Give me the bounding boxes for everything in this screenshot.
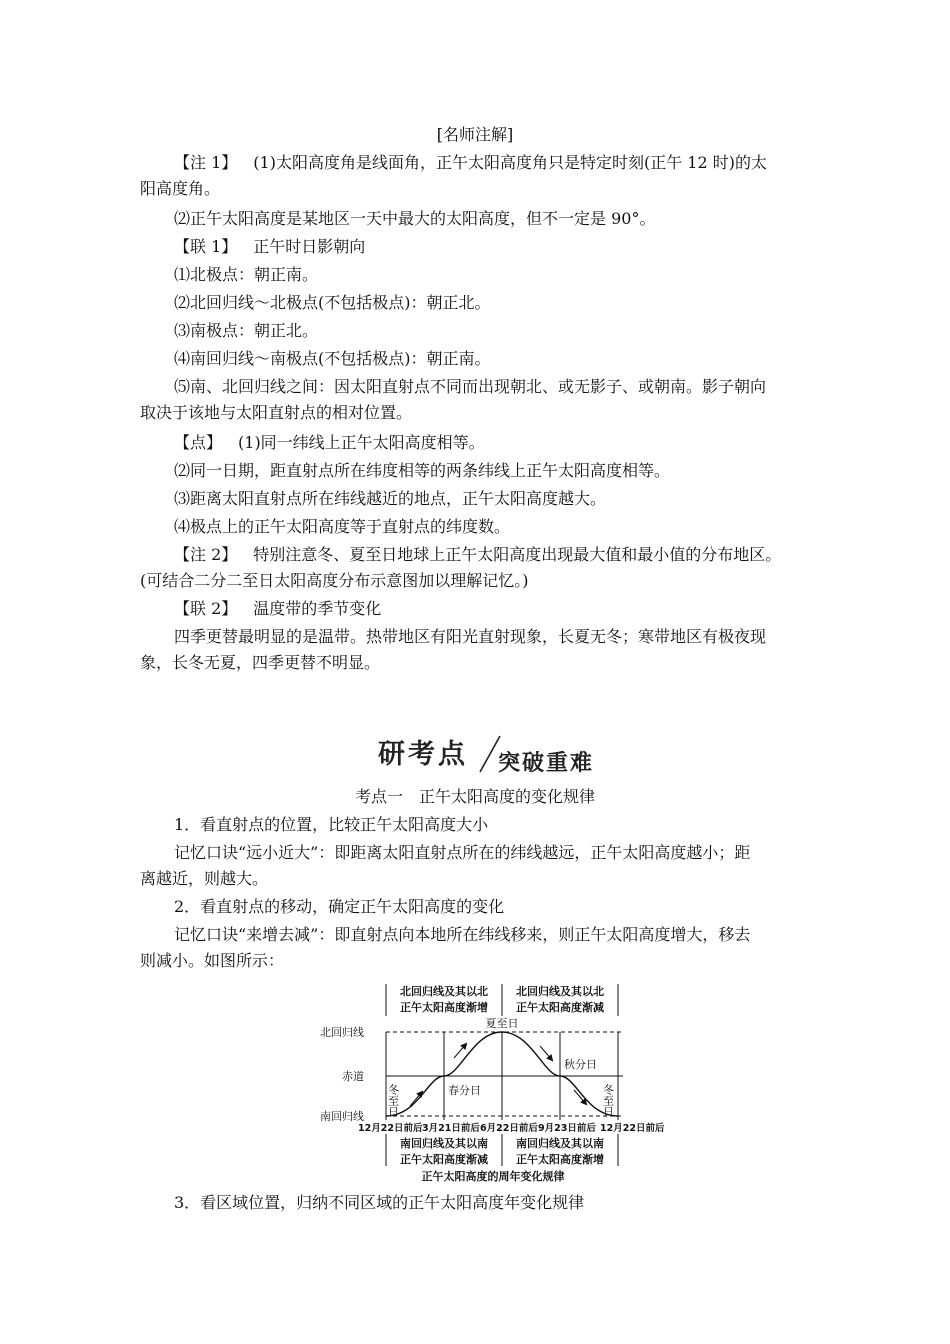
date-label: 9月23日前后 bbox=[538, 1123, 596, 1134]
note-1-item-2: ⑵正午太阳高度是某地区一天中最大的太阳高度，但不一定是 90°。 bbox=[174, 209, 656, 228]
point-2-line-2: 则减小。如图所示： bbox=[140, 951, 285, 970]
note-2 bbox=[140, 542, 810, 568]
note-1-tag: 【注 1】 bbox=[174, 153, 238, 172]
tropic-of-cancer-label: 北回归线 bbox=[320, 1026, 364, 1039]
bottom-left-label-2: 正午太阳高度渐减 bbox=[400, 1153, 488, 1166]
figure-caption: 正午太阳高度的周年变化规律 bbox=[421, 1170, 565, 1183]
point-1-heading: 1．看直射点的位置，比较正午太阳高度大小 bbox=[174, 815, 489, 834]
arrow-icon bbox=[410, 1092, 422, 1106]
link-2-line-2: 象，长冬无夏，四季更替不明显。 bbox=[140, 653, 381, 672]
note-2-line-2: (可结合二分二至日太阳高度分布示意图加以理解记忆。) bbox=[140, 571, 529, 590]
autumn-equinox-label: 秋分日 bbox=[564, 1058, 597, 1071]
point-tag: 【点】 bbox=[174, 433, 223, 452]
link-2-title: 温度带的季节变化 bbox=[253, 599, 382, 618]
bottom-boxes bbox=[386, 1134, 618, 1166]
point-3-heading: 3．看区域位置，归纳不同区域的正午太阳高度年变化规律 bbox=[174, 1193, 585, 1212]
point-2-body bbox=[140, 922, 810, 974]
top-left-label-2: 正午太阳高度渐增 bbox=[400, 1001, 488, 1014]
point-2-line-1: 记忆口诀“来增去减”：即直射点向本地所在纬线移来，则正午太阳高度增大，移去 bbox=[174, 925, 751, 944]
note-1-line-2: 阳高度角。 bbox=[140, 179, 221, 198]
section-title: 考点一 正午太阳高度的变化规律 bbox=[354, 787, 595, 806]
summer-solstice-label: 夏至日 bbox=[485, 1017, 519, 1030]
bottom-right-label-1: 南回归线及其以南 bbox=[516, 1137, 604, 1150]
date-label: 12月22日前后 bbox=[600, 1123, 665, 1134]
link-1-heading bbox=[140, 234, 810, 260]
banner-subtitle: 突破重难 bbox=[498, 751, 595, 776]
note-2-line-1: 特别注意冬、夏至日地球上正午太阳高度出现最大值和最小值的分布地区。 bbox=[253, 545, 782, 564]
spring-equinox-label: 春分日 bbox=[448, 1084, 481, 1097]
link-1-item: ⑷南回归线～南极点(不包括极点)：朝正南。 bbox=[174, 349, 491, 368]
link-2-tag: 【联 2】 bbox=[174, 599, 238, 618]
link-1-item-5-line-2: 取决于该地与太阳直射点的相对位置。 bbox=[140, 403, 413, 422]
date-label: 3月21日前后 bbox=[422, 1123, 480, 1134]
section-banner bbox=[378, 728, 608, 776]
solar-altitude-figure bbox=[318, 980, 668, 1185]
date-label: 12月22日前后 bbox=[358, 1123, 423, 1134]
link-1-tag: 【联 1】 bbox=[174, 237, 238, 256]
top-right-label-1: 北回归线及其以北 bbox=[516, 985, 604, 998]
point-item: ⑶距离太阳直射点所在纬线越近的地点，正午太阳高度越大。 bbox=[174, 489, 607, 508]
link-2-heading bbox=[140, 596, 810, 622]
point-heading bbox=[140, 430, 810, 456]
solar-altitude-diagram bbox=[318, 980, 668, 1185]
link-1-item: ⑵北回归线～北极点(不包括极点)：朝正北。 bbox=[174, 293, 491, 312]
note-1-line-1: (1)太阳高度角是线面角，正午太阳高度角只是特定时刻(正午 12 时)的太 bbox=[253, 153, 767, 172]
link-1-item-5-line-1: ⑸南、北回归线之间：因太阳直射点不同而出现朝北、或无影子、或朝南。影子朝向 bbox=[174, 377, 767, 396]
note-1 bbox=[140, 150, 810, 202]
top-boxes bbox=[386, 984, 618, 1016]
date-label: 6月22日前后 bbox=[480, 1123, 538, 1134]
note-2-tag: 【注 2】 bbox=[174, 545, 238, 564]
link-1-item-5 bbox=[140, 374, 810, 426]
top-left-label-1: 北回归线及其以北 bbox=[400, 985, 488, 998]
link-1-item: ⑴北极点：朝正南。 bbox=[174, 265, 319, 284]
link-1-title: 正午时日影朝向 bbox=[253, 237, 366, 256]
point-2-heading: 2．看直射点的移动，确定正午太阳高度的变化 bbox=[174, 897, 505, 916]
link-2-body bbox=[140, 624, 810, 676]
point-item-1: (1)同一纬线上正午太阳高度相等。 bbox=[238, 433, 485, 452]
bottom-right-label-2: 正午太阳高度渐增 bbox=[516, 1153, 604, 1166]
point-1-line-1: 记忆口诀“远小近大”：即距离太阳直射点所在的纬线越远，正午太阳高度越小；距 bbox=[174, 843, 751, 862]
top-right-label-2: 正午太阳高度渐减 bbox=[516, 1001, 604, 1014]
point-item: ⑵同一日期，距直射点所在纬度相等的两条纬线上正午太阳高度相等。 bbox=[174, 461, 671, 480]
arrow-icon bbox=[540, 1046, 552, 1060]
tropic-of-capricorn-label: 南回归线 bbox=[320, 1110, 364, 1123]
point-1-body bbox=[140, 840, 810, 892]
equator-label: 赤道 bbox=[342, 1070, 364, 1083]
arrow-icon bbox=[454, 1044, 466, 1058]
banner-title: 研考点 bbox=[378, 739, 468, 770]
notes-header: [名师注解] bbox=[436, 125, 514, 144]
point-1-line-2: 离越近，则越大。 bbox=[140, 869, 269, 888]
link-2-line-1: 四季更替最明显的是温带。热带地区有阳光直射现象，长夏无冬；寒带地区有极夜现 bbox=[174, 627, 767, 646]
winter-solstice-left-label: 冬至日 bbox=[386, 1084, 400, 1117]
link-1-item: ⑶南极点：朝正北。 bbox=[174, 321, 319, 340]
winter-solstice-right-label: 冬至日 bbox=[601, 1084, 615, 1117]
bottom-left-label-1: 南回归线及其以南 bbox=[400, 1137, 488, 1150]
point-item: ⑷极点上的正午太阳高度等于直射点的纬度数。 bbox=[174, 517, 511, 536]
